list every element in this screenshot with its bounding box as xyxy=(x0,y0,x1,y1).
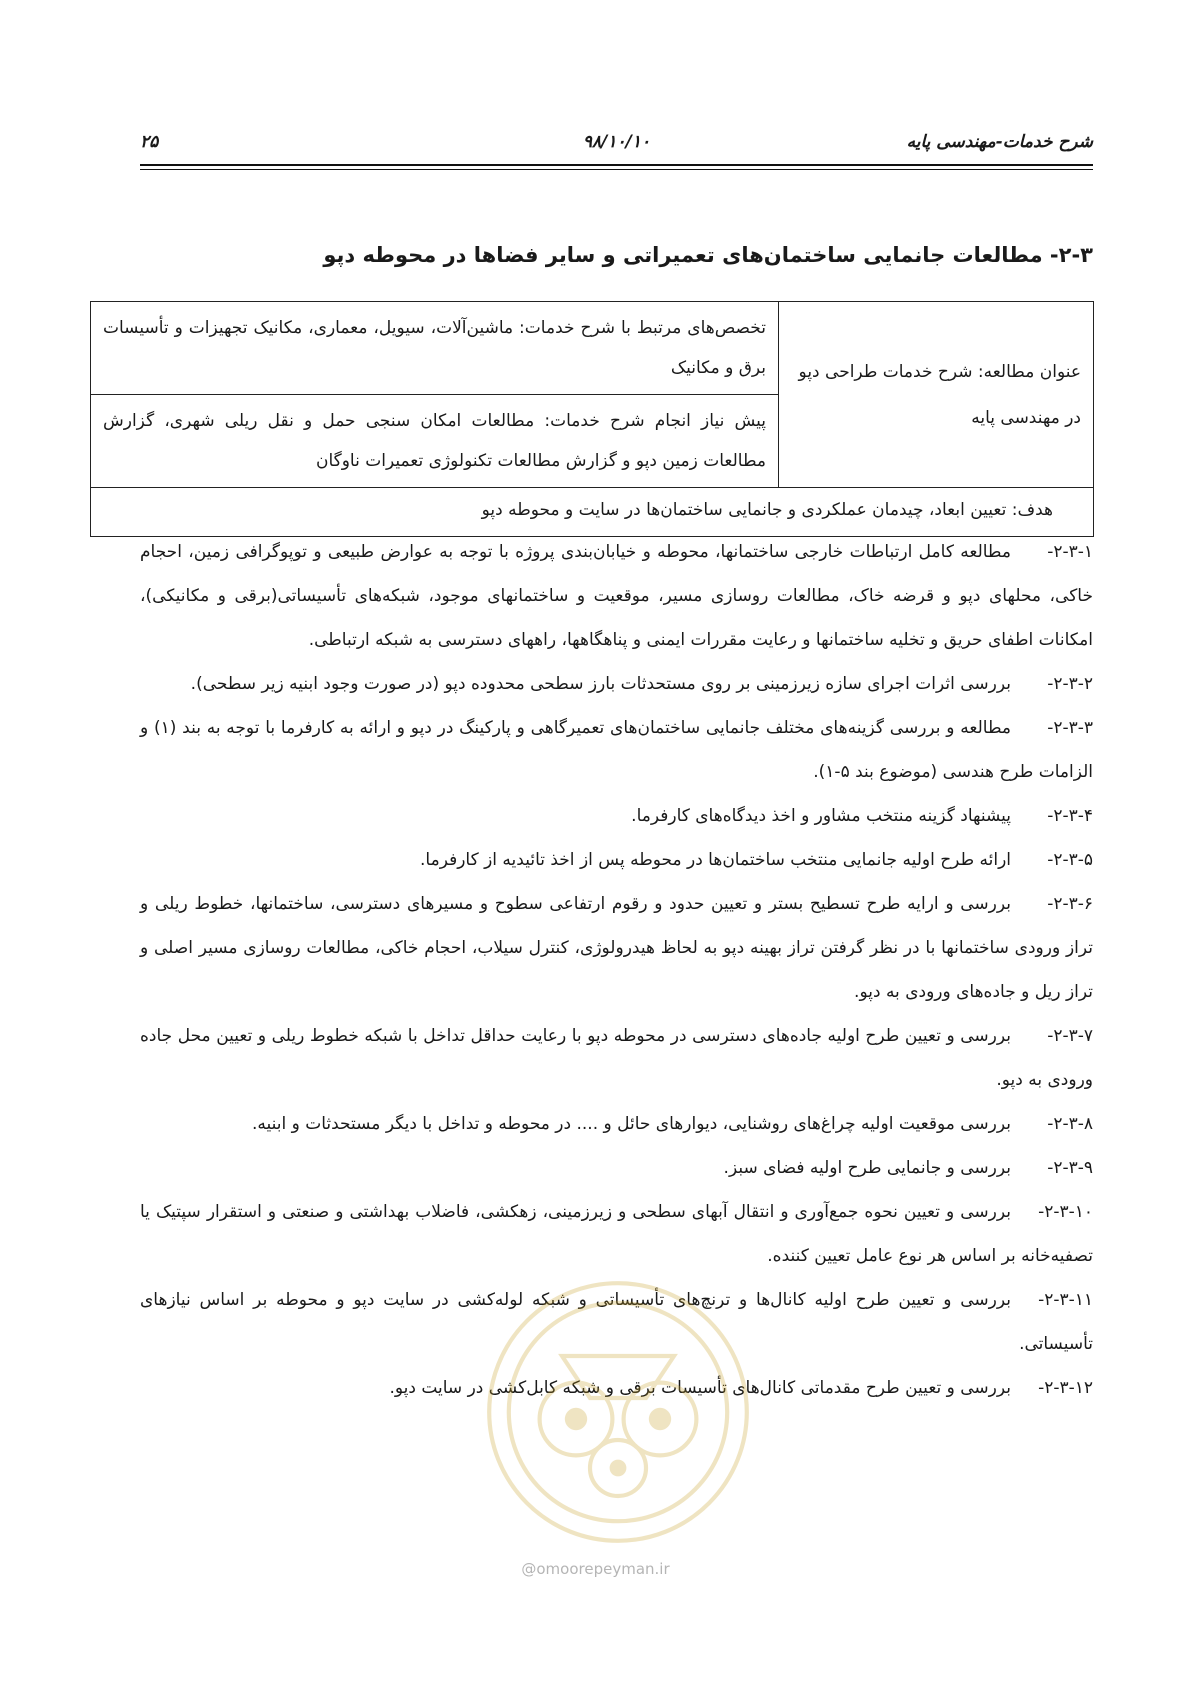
page-header xyxy=(140,128,1093,160)
gears-seal-icon xyxy=(478,1272,758,1552)
specialties-cell: تخصص‌های مرتبط با شرح خدمات: ماشین‌آلات، سیویل، معماری، مکانیک تجهیزات و تأسیسات برق و مکانیک xyxy=(91,302,779,395)
item-text: بررسی اثرات اجرای سازه زیرزمینی بر روی مستحدثات بارز سطحی محدوده دپو (در صورت وجود ابنیه زیر سطحی). xyxy=(190,674,1011,694)
list-item xyxy=(140,662,1093,706)
item-text: ارائه طرح اولیه جانمایی منتخب ساختمان‌ها در محوطه پس از اخذ تائیدیه از کارفرما. xyxy=(420,850,1011,870)
item-text: بررسی موقعیت اولیه چراغ‌های روشنایی، دیوارهای حائل و .... در محوطه و تداخل با دیگر مستحدثات و ابنیه. xyxy=(251,1114,1011,1134)
item-number: ۲-۳-۹- xyxy=(1047,1158,1093,1178)
prerequisites-cell: پیش نیاز انجام شرح خدمات: مطالعات امکان سنجی حمل و نقل ریلی شهری، گزارش مطالعات زمین دپو و گزارش مطالعات تکنولوژی تعمیرات ناوگان xyxy=(91,395,779,488)
list-item xyxy=(140,794,1093,838)
header-date: ۹۸/۱۰/۱۰ xyxy=(582,132,651,152)
header-title: شرح خدمات-مهندسی پایه xyxy=(906,132,1093,152)
item-number: ۲-۳-۸- xyxy=(1047,1114,1093,1134)
list-item xyxy=(140,1014,1093,1102)
page-number: ۲۵ xyxy=(140,132,159,152)
list-item xyxy=(140,1190,1093,1278)
item-number: ۲-۳-۷- xyxy=(1047,1026,1093,1046)
study-title-cell: عنوان مطالعه: شرح خدمات طراحی دپو در مهندسی پایه xyxy=(779,302,1094,488)
item-number: ۲-۳-۵- xyxy=(1047,850,1093,870)
item-text: بررسی و تعیین طرح اولیه کانال‌ها و ترنچ‌های تأسیساتی و شبکه لوله‌کشی در سایت دپو و محوطه بر اساس نیازهای تأسیساتی. xyxy=(140,1290,1093,1354)
item-number: ۲-۳-۲- xyxy=(1047,674,1093,694)
item-number: ۲-۳-۶- xyxy=(1047,894,1093,914)
item-text: مطالعه و بررسی گزینه‌های مختلف جانمایی ساختمان‌های تعمیرگاهی و پارکینگ در دپو و ارائه به کارفرما با توجه به بند (۱) و الزامات طرح هندسی (موضوع بند ۵-۱). xyxy=(140,718,1093,782)
list-item xyxy=(140,530,1093,662)
item-number: ۲-۳-۴- xyxy=(1047,806,1093,826)
list-item xyxy=(140,838,1093,882)
item-number: ۲-۳-۳- xyxy=(1047,718,1093,738)
item-text: بررسی و تعیین طرح مقدماتی کانال‌های تأسیسات برقی و شبکه کابل‌کشی در سایت دپو. xyxy=(389,1378,1011,1398)
watermark-url: @omoorepeyman.ir xyxy=(521,1560,670,1578)
list-item xyxy=(140,706,1093,794)
item-number: ۲-۳-۱- xyxy=(1047,542,1093,562)
item-text: بررسی و تعیین طرح اولیه جاده‌های دسترسی در محوطه دپو با رعایت حداقل تداخل با شبکه خطوط ریلی و تعیین محل جاده ورودی به دپو. xyxy=(140,1026,1093,1090)
item-text: مطالعه کامل ارتباطات خارجی ساختمانها، محوطه و خیابان‌بندی پروژه با توجه به عوارض طبیعی و توپوگرافی زمین، احجام خاکی، محلهای دپو و قرضه خاک، مطالعات روسازی مسیر، موقعیت و ساختمانهای موجود، شبکه‌های تأسیساتی(برقی و مکانیکی)، امکانات اطفای حریق و تخلیه ساختمانها و رعایت مقررات ایمنی و پناهگاهها، راههای دسترسی به شبکه ارتباطی. xyxy=(140,542,1093,650)
list-item xyxy=(140,1146,1093,1190)
study-info-table xyxy=(90,301,1094,537)
item-text: بررسی و جانمایی طرح اولیه فضای سبز. xyxy=(723,1158,1011,1178)
list-item xyxy=(140,1102,1093,1146)
section-title: ۲-۳- مطالعات جانمایی ساختمان‌های تعمیراتی و سایر فضاها در محوطه دپو xyxy=(323,243,1093,267)
item-text: بررسی و تعیین نحوه جمع‌آوری و انتقال آبهای سطحی و زیرزمینی، زهکشی، فاضلاب بهداشتی و صنعتی و استقرار سپتیک یا تصفیه‌خانه بر اساس هر نوع عامل تعیین کننده. xyxy=(140,1202,1093,1266)
item-text: بررسی و ارایه طرح تسطیح بستر و تعیین حدود و رقوم ارتفاعی سطوح و مسیرهای دسترسی، ساختمانها، خطوط ریلی و تراز ورودی ساختمانها با در نظر گرفتن تراز بهینه دپو به لحاظ هیدرولوژی، کنترل سیلاب، احجام خاکی، مطالعات روسازی مسیر اصلی و تراز ریل و جاده‌های ورودی به دپو. xyxy=(140,894,1093,1002)
item-text: پیشنهاد گزینه منتخب مشاور و اخذ دیدگاه‌های کارفرما. xyxy=(631,806,1011,826)
item-number: ۲-۳-۱۱- xyxy=(1038,1290,1093,1310)
header-divider xyxy=(140,164,1093,170)
goal-cell: هدف: تعیین ابعاد، چیدمان عملکردی و جانمایی ساختمان‌ها در سایت و محوطه دپو xyxy=(91,488,1094,537)
item-number: ۲-۳-۱۰- xyxy=(1038,1202,1093,1222)
item-number: ۲-۳-۱۲- xyxy=(1038,1378,1093,1398)
list-item xyxy=(140,882,1093,1014)
